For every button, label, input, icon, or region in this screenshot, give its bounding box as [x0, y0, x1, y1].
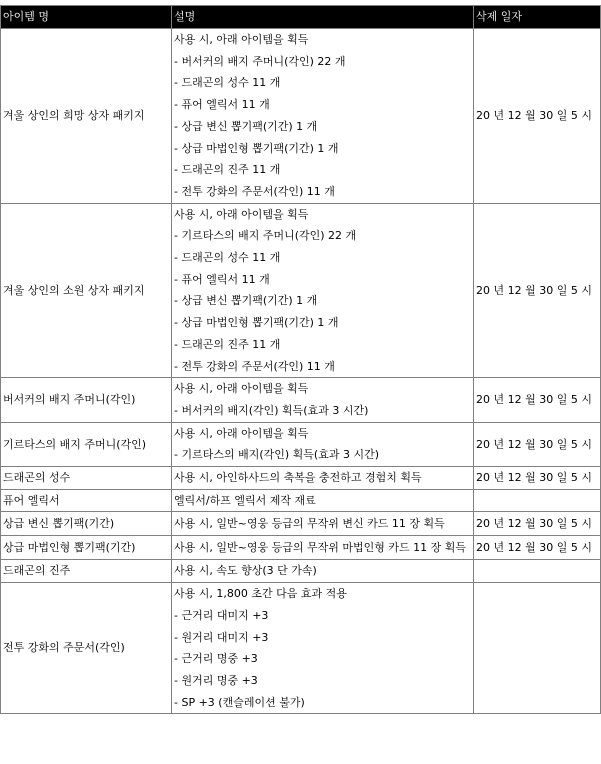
header-item-name: 아이템 명: [1, 6, 172, 29]
description-line: - 전투 강화의 주문서(각인) 11 개: [174, 184, 335, 198]
delete-date-cell: [474, 560, 601, 583]
item-description-cell: [172, 29, 474, 204]
description-line: - 원거리 대미지 +3: [174, 630, 269, 644]
description-line: - 퓨어 엘릭서 11 개: [174, 98, 270, 112]
table-row: [1, 378, 601, 422]
description-line: - 드래곤의 성수 11 개: [174, 76, 281, 90]
delete-date-cell: 20 년 12 월 30 일 5 시: [474, 467, 601, 490]
description-line: 사용 시, 아인하사드의 축복을 충전하고 경험치 획득: [174, 471, 422, 485]
item-table: [0, 5, 601, 714]
item-name-cell: 상급 마법인형 뽑기팩(기간): [1, 536, 172, 560]
table-row: [1, 583, 601, 714]
description-line: 사용 시, 아래 아이템을 획득: [174, 33, 309, 46]
description-line: - 퓨어 엘릭서 11 개: [174, 272, 270, 286]
description-line: - 드래곤의 성수 11 개: [174, 251, 281, 265]
description-line: - 전투 강화의 주문서(각인) 11 개: [174, 359, 335, 373]
description-line: 사용 시, 1,800 초간 다음 효과 적용: [174, 587, 347, 601]
table-row: [1, 422, 601, 466]
table-row: [1, 536, 601, 560]
description-line: 사용 시, 아래 아이템을 획득: [174, 426, 309, 440]
description-line: - 드래곤의 진주 11 개: [174, 337, 281, 351]
delete-date-cell: [474, 583, 601, 714]
description-text: 사용 시, 일반~영웅 등급의 무작위 마법인형 카드 11 장 획득: [174, 541, 466, 555]
item-description-cell: [172, 203, 474, 378]
description-line: - SP +3 (캔슬레이션 불가): [174, 695, 305, 709]
description-line: - 근거리 대미지 +3: [174, 608, 269, 622]
delete-date-cell: 20 년 12 월 30 일 5 시: [474, 536, 601, 560]
description-line: - 상급 마법인형 뽑기팩(기간) 1 개: [174, 316, 339, 330]
item-description-cell: [172, 536, 474, 560]
description-line: - 기르타스의 배지 주머니(각인) 22 개: [174, 229, 357, 243]
item-description-cell: [172, 583, 474, 714]
delete-date-cell: [474, 489, 601, 512]
description-line: 사용 시, 아래 아이템을 획득: [174, 382, 309, 396]
table-row: [1, 560, 601, 583]
item-description-cell: [172, 378, 474, 422]
item-name-cell: 드래곤의 진주: [1, 560, 172, 583]
table-row: [1, 489, 601, 512]
item-name-cell: 전투 강화의 주문서(각인): [1, 583, 172, 714]
delete-date-cell: 20 년 12 월 30 일 5 시: [474, 203, 601, 378]
table-row: [1, 29, 601, 204]
item-description-cell: [172, 512, 474, 536]
item-name-cell: 겨울 상인의 희망 상자 패키지: [1, 29, 172, 204]
item-description-cell: [172, 467, 474, 490]
delete-date-cell: 20 년 12 월 30 일 5 시: [474, 29, 601, 204]
description-line: - 버서커의 배지 주머니(각인) 22 개: [174, 54, 346, 68]
description-line: 엘릭서/하프 엘릭서 제작 재료: [174, 493, 316, 507]
header-delete-date: 삭제 일자: [474, 6, 601, 29]
item-description-cell: [172, 489, 474, 512]
delete-date-cell: 20 년 12 월 30 일 5 시: [474, 422, 601, 466]
description-line: - 드래곤의 진주 11 개: [174, 163, 281, 177]
item-name-cell: 퓨어 엘릭서: [1, 489, 172, 512]
item-name-cell: 버서커의 배지 주머니(각인): [1, 378, 172, 422]
table-row: [1, 512, 601, 536]
description-line: - 원거리 명중 +3: [174, 673, 258, 687]
header-description: 설명: [172, 6, 474, 29]
description-text: 사용 시, 일반~영웅 등급의 무작위 변신 카드 11 장 획득: [174, 517, 445, 531]
table-row: [1, 203, 601, 378]
item-description-cell: [172, 422, 474, 466]
description-line: - 버서커의 배지(각인) 획득(효과 3 시간): [174, 403, 369, 417]
item-description-cell: [172, 560, 474, 583]
description-line: 사용 시, 속도 향상(3 단 가속): [174, 564, 317, 578]
description-line: - 상급 변신 뽑기팩(기간) 1 개: [174, 294, 318, 308]
description-line: - 상급 마법인형 뽑기팩(기간) 1 개: [174, 141, 339, 155]
description-line: - 기르타스의 배지(각인) 획득(효과 3 시간): [174, 448, 380, 462]
item-name-cell: 기르타스의 배지 주머니(각인): [1, 422, 172, 466]
item-name-cell: 드래곤의 성수: [1, 467, 172, 490]
header-row: [1, 6, 601, 29]
description-line: - 상급 변신 뽑기팩(기간) 1 개: [174, 119, 318, 133]
description-line: - 근거리 명중 +3: [174, 652, 258, 666]
delete-date-cell: 20 년 12 월 30 일 5 시: [474, 378, 601, 422]
description-line: 사용 시, 아래 아이템을 획득: [174, 207, 309, 221]
item-name-cell: 겨울 상인의 소원 상자 패키지: [1, 203, 172, 378]
delete-date-cell: 20 년 12 월 30 일 5 시: [474, 512, 601, 536]
item-name-cell: 상급 변신 뽑기팩(기간): [1, 512, 172, 536]
table-row: [1, 467, 601, 490]
